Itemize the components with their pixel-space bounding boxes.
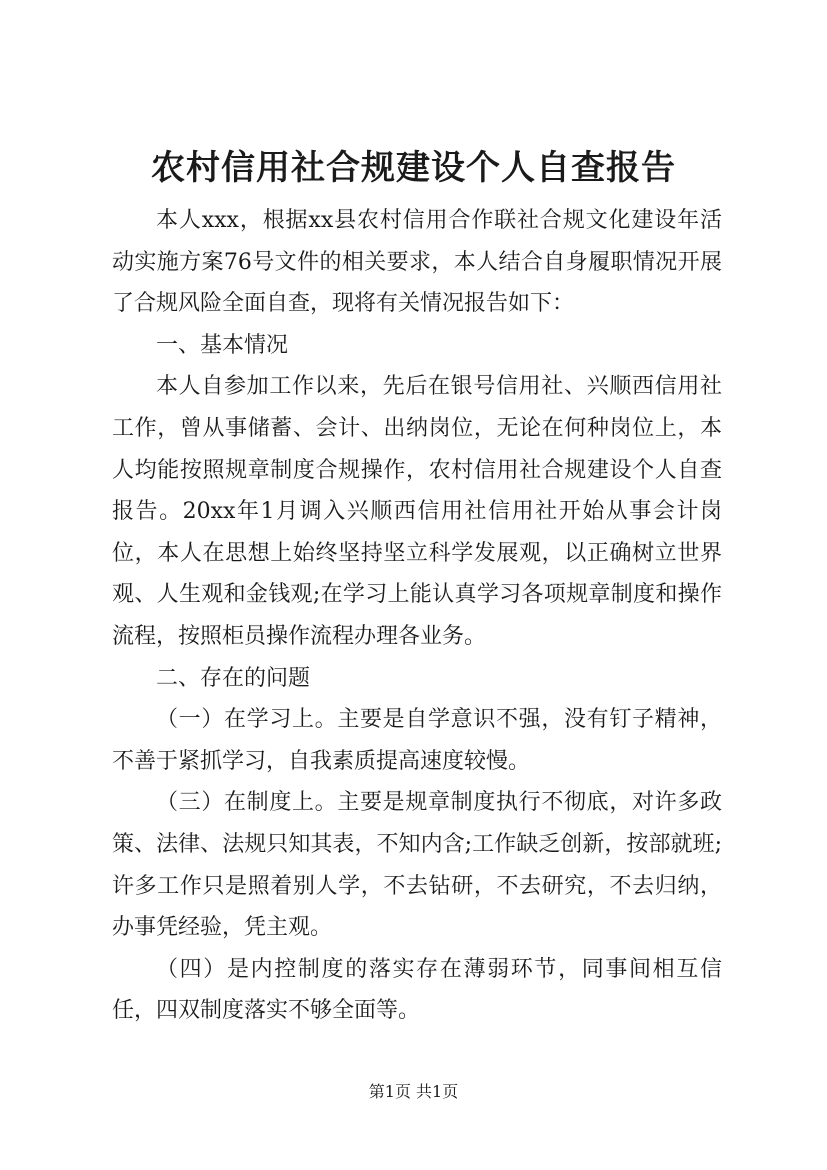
- problem-system-paragraph: （三）在制度上。主要是规章制度执行不彻底，对许多政策、法律、法规只知其表，不知内含;工作缺乏创新，按部就班;许多工作只是照着别人学，不去钻研，不去研究，不去归纳，办事凭经验，凭主观。: [112, 790, 722, 941]
- document-title: 农村信用社合规建设个人自查报告: [151, 148, 676, 188]
- intro-paragraph: 本人xxx，根据xx县农村信用合作联社合规文化建设年活动实施方案76号文件的相关要求，本人结合自身履职情况开展了合规风险全面自查，现将有关情况报告如下：: [112, 208, 722, 317]
- problem-study-paragraph: （一）在学习上。主要是自学意识不强，没有钉子精神，不善于紧抓学习，自我素质提高速度较慢。: [112, 707, 722, 774]
- problem-internal-control-paragraph: （四）是内控制度的落实存在薄弱环节，同事间相互信任，四双制度落实不够全面等。: [112, 956, 722, 1024]
- document-body: [112, 200, 722, 1032]
- page-number-footer: 第1页 共1页: [368, 1082, 459, 1101]
- section-heading-problems: 二、存在的问题: [156, 665, 311, 691]
- section-heading-basic-situation: 一、基本情况: [156, 332, 289, 358]
- basic-situation-paragraph: 本人自参加工作以来，先后在银号信用社、兴顺西信用社工作，曾从事储蓄、会计、出纳岗位，无论在何种岗位上，本人均能按照规章制度合规操作，农村信用社合规建设个人自查报告。20xx年1月调入兴顺西信用社信用社开始从事会计岗位，本人在思想上始终坚持坚立科学发展观，以正确树立世界观、人生观和金钱观;在学习上能认真学习各项规章制度和操作流程，按照柜员操作流程办理各业务。: [112, 374, 722, 649]
